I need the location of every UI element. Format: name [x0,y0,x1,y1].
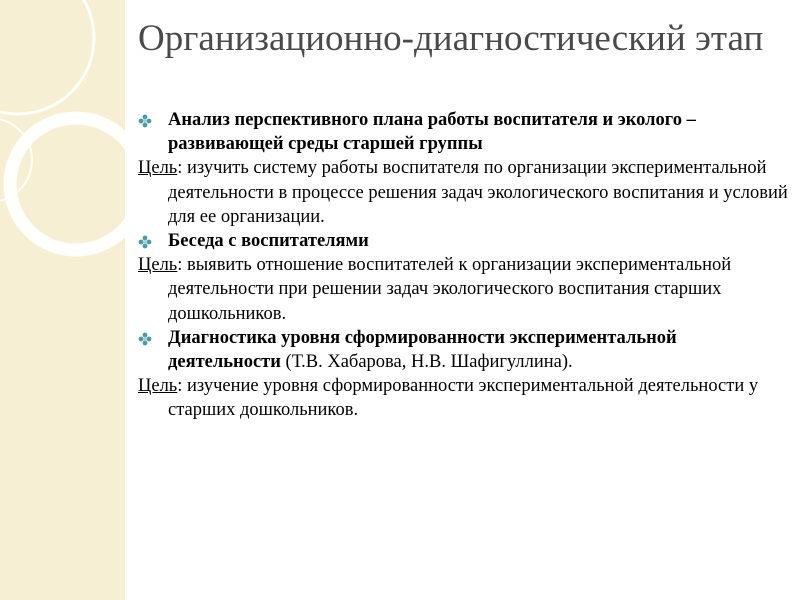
goal-label: Цель [138,158,178,179]
goal-line [138,156,788,229]
decorative-rings [0,0,125,600]
slide-title: Организационно-диагностический этап [138,18,764,59]
bullet-heading-suffix: (Т.В. Хабарова, Н.В. Шафигуллина). [280,352,573,373]
slide-content [138,108,788,423]
bullet-item [138,326,788,374]
goal-text: : изучение уровня сформированности экспериментальной деятельности у старших дошкольников. [168,376,759,421]
goal-label: Цель [138,255,178,276]
goal-text: : выявить отношение воспитателей к организации экспериментальной деятельности при решении задач экологического воспитания старших дошкольников. [168,255,732,324]
decorative-ring-medium [10,118,125,250]
goal-line [138,374,788,422]
goal-line [138,253,788,326]
bullet-heading: Диагностика уровня сформированности экспериментальной деятельности [168,327,677,373]
bullet-item [138,229,788,253]
goal-label: Цель [138,376,178,397]
teal-flower-bullet-icon [138,114,152,128]
goal-text: : изучить систему работы воспитателя по организации экспериментальной деятельности в процессе решения задач экологического воспитания и условий для ее организации. [168,158,788,227]
teal-flower-bullet-icon [138,332,152,346]
teal-flower-bullet-icon [138,235,152,249]
decorative-ring-large [0,0,94,114]
bullet-heading: Беседа с воспитателями [168,231,369,252]
bullet-heading: Анализ перспективного плана работы воспитателя и эколого – развивающей среды старшей группы [168,110,696,155]
bullet-item [138,108,788,156]
